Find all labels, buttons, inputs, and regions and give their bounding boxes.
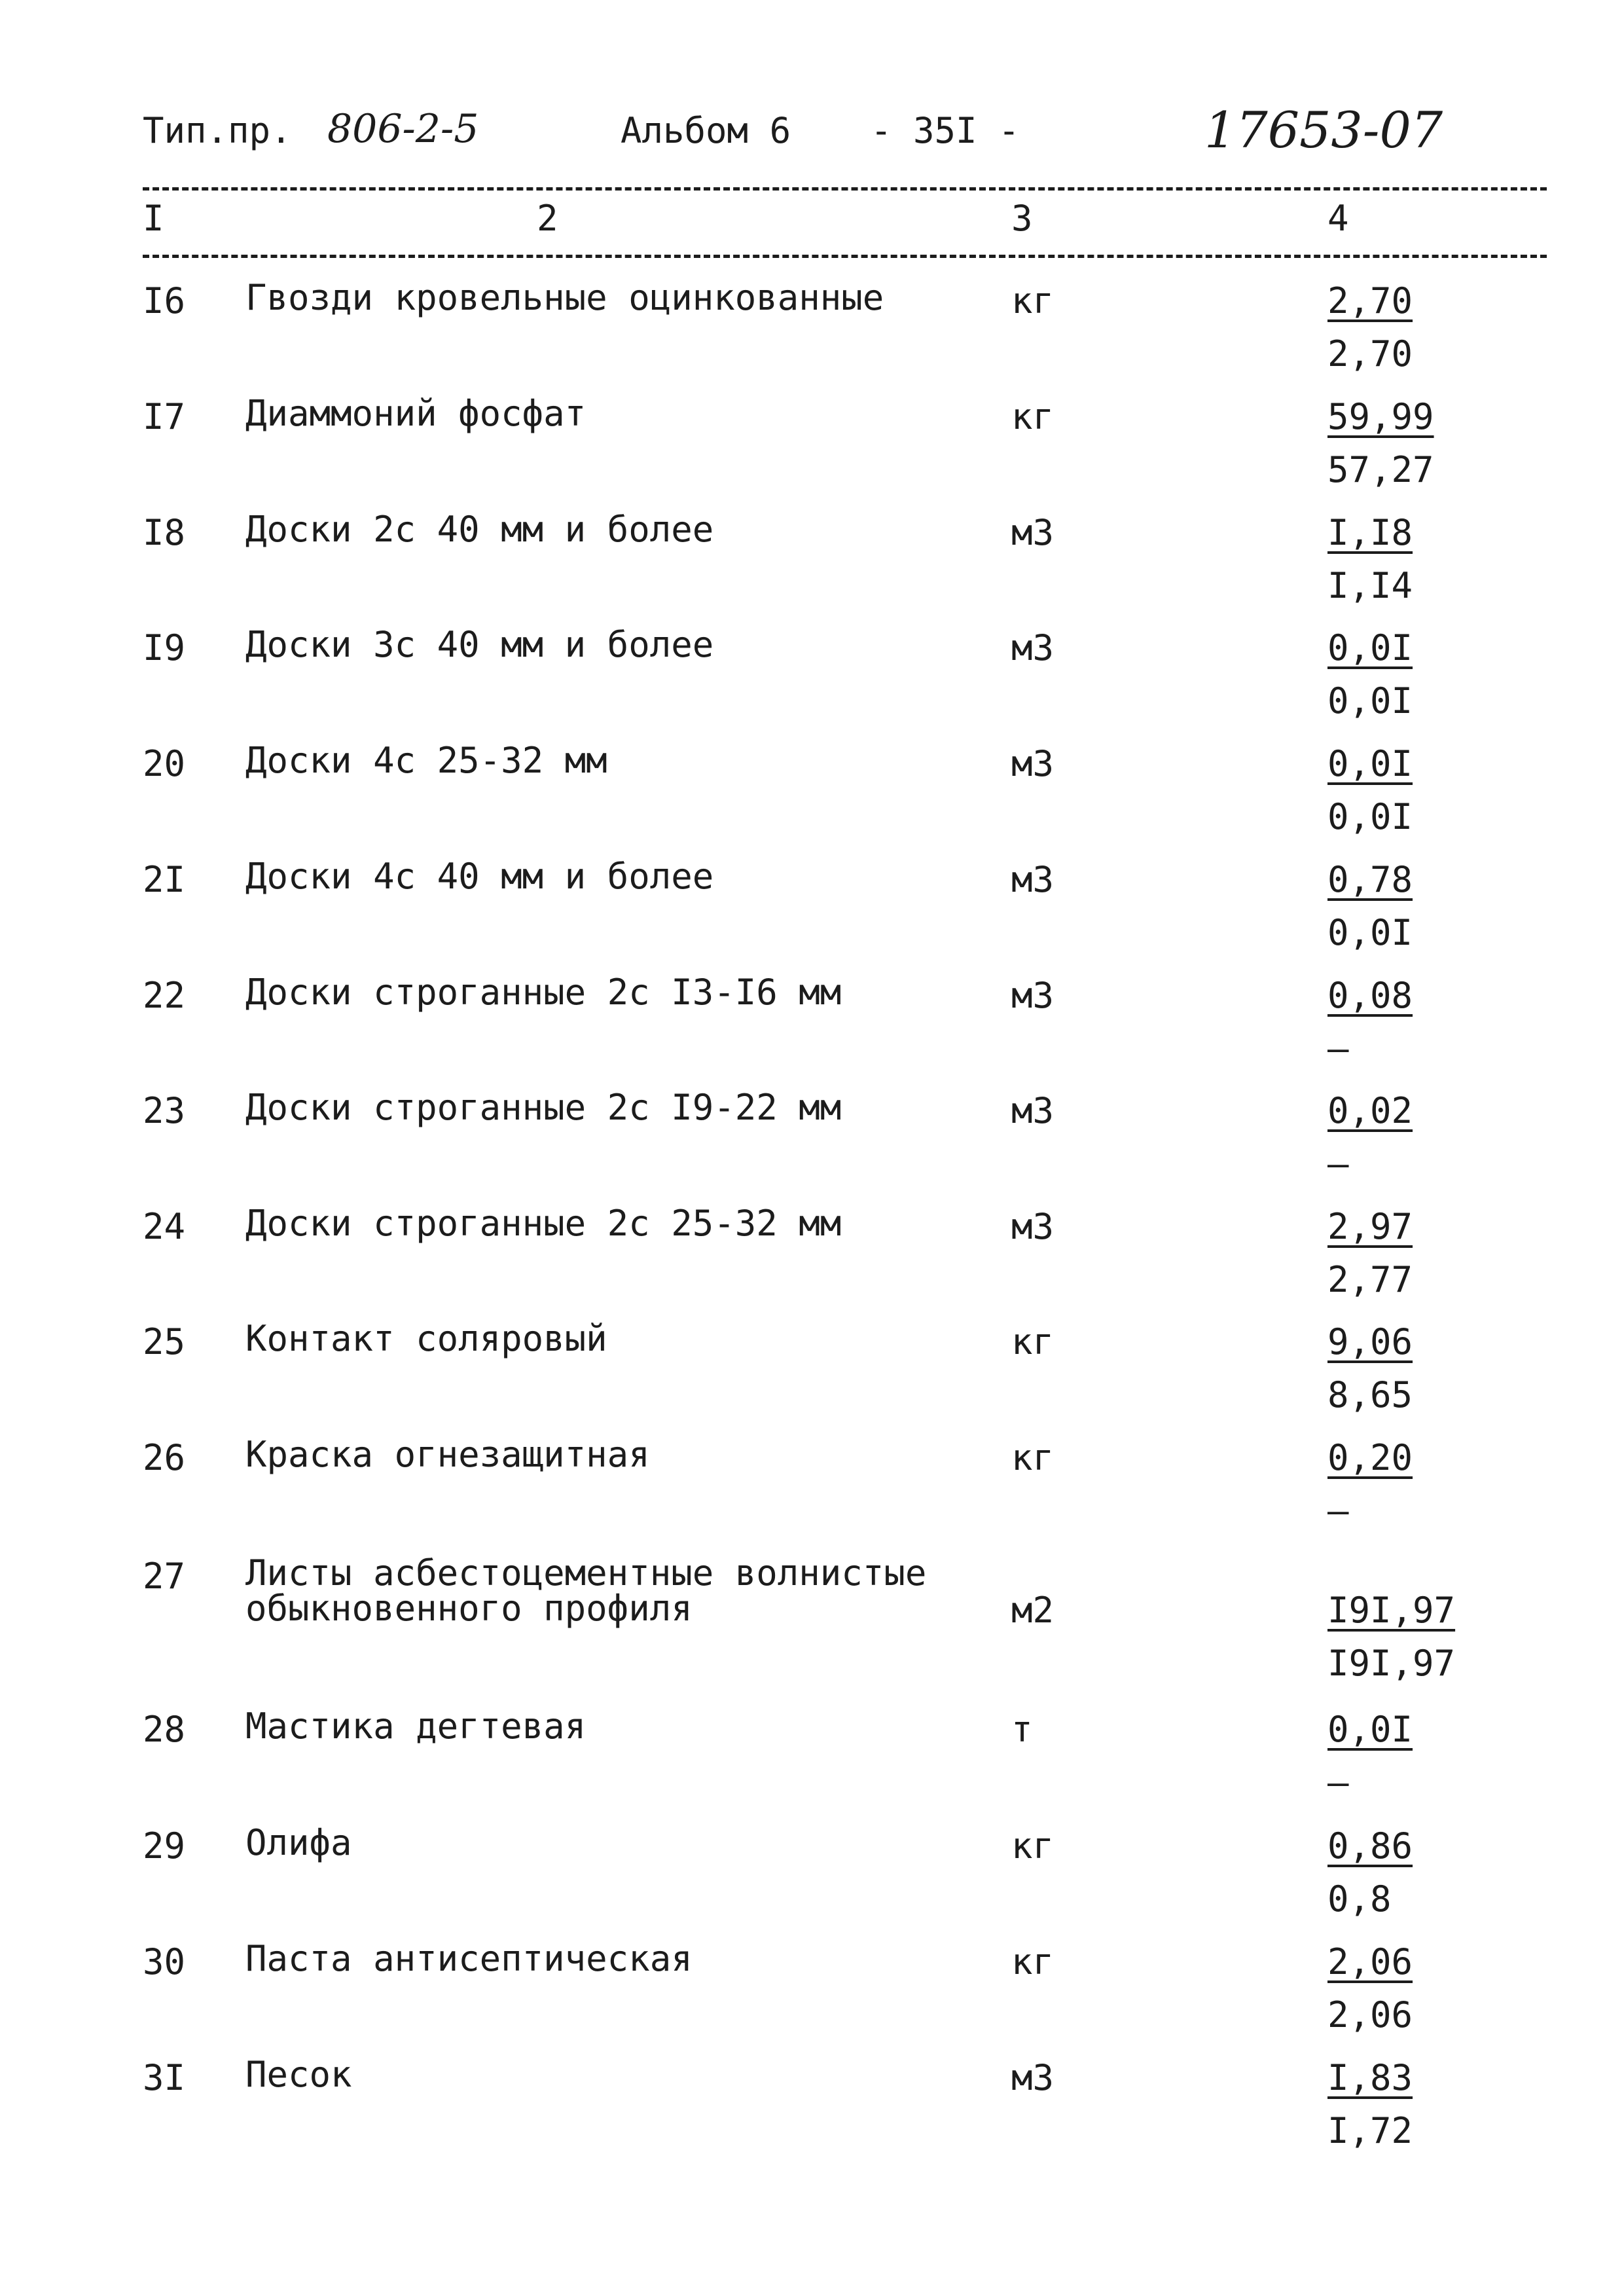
quantity-bottom: I,72	[1327, 2110, 1413, 2151]
material-name: Листы асбестоцементные волнистые обыкновенного профиля	[245, 1552, 927, 1629]
quantity-bottom: I,I4	[1327, 565, 1413, 606]
quantity-cell	[1327, 1437, 1485, 1531]
project-code: 806-2-5	[327, 106, 479, 152]
row-number: 3I	[143, 2057, 186, 2098]
quantity-bottom: 2,70	[1327, 333, 1413, 374]
table-row	[0, 1822, 1624, 1937]
quantity-cell	[1327, 396, 1485, 490]
row-number: 23	[143, 1090, 186, 1131]
quantity-top: I,83	[1327, 2057, 1413, 2098]
material-name: Краска огнезащитная	[245, 1434, 650, 1475]
page-number: - 35I -	[871, 110, 1020, 151]
quantity-bottom: 0,0I	[1327, 796, 1413, 837]
unit-of-measure: т	[1011, 1709, 1033, 1750]
quantity-cell	[1327, 512, 1485, 606]
unit-of-measure: м3	[1011, 2057, 1055, 2098]
material-name: Доски 4с 25-32 мм	[245, 740, 607, 781]
quantity-top: I,I8	[1327, 512, 1413, 553]
material-name: Мастика дегтевая	[245, 1706, 586, 1747]
row-number: 28	[143, 1709, 186, 1750]
quantity-bottom: –	[1327, 1762, 1349, 1803]
quantity-bottom: 57,27	[1327, 449, 1434, 490]
quantity-top: 0,0I	[1327, 743, 1413, 784]
table-row	[0, 1706, 1624, 1820]
quantity-bottom: –	[1327, 1143, 1349, 1184]
quantity-top: 0,20	[1327, 1437, 1413, 1478]
row-number: I6	[143, 280, 186, 321]
table-row	[0, 1434, 1624, 1548]
table-row	[0, 1087, 1624, 1201]
quantity-top: 0,78	[1327, 859, 1413, 900]
column-header-2: 2	[537, 198, 558, 239]
material-name: Доски 2с 40 мм и более	[245, 509, 714, 550]
column-header-3: 3	[1011, 198, 1033, 239]
quantity-top: 0,02	[1327, 1090, 1413, 1131]
unit-of-measure: кг	[1011, 396, 1055, 437]
quantity-top: 0,08	[1327, 975, 1413, 1016]
unit-of-measure: м3	[1011, 512, 1055, 553]
quantity-top: 2,06	[1327, 1941, 1413, 1982]
quantity-bottom: I9I,97	[1327, 1643, 1456, 1684]
table-row	[0, 624, 1624, 739]
row-number: 20	[143, 743, 186, 784]
row-number: I8	[143, 512, 186, 553]
row-number: 2I	[143, 859, 186, 900]
quantity-cell	[1327, 1206, 1485, 1300]
quantity-cell	[1327, 1941, 1485, 2035]
material-name: Гвозди кровельные оцинкованные	[245, 277, 884, 318]
table-row	[0, 2054, 1624, 2168]
table-row	[0, 1552, 1624, 1684]
material-name: Паста антисептическая	[245, 1938, 693, 1979]
quantity-bottom: 2,06	[1327, 1994, 1413, 2035]
row-number: 24	[143, 1206, 186, 1247]
material-name: Доски строганные 2с 25-32 мм	[245, 1203, 842, 1244]
material-name: Доски строганные 2с I3-I6 мм	[245, 972, 842, 1013]
material-name: Доски 4с 40 мм и более	[245, 856, 714, 897]
table-row	[0, 972, 1624, 1086]
quantity-bottom: –	[1327, 1490, 1349, 1531]
quantity-top: 9,06	[1327, 1321, 1413, 1362]
unit-of-measure: кг	[1011, 280, 1055, 321]
table-row	[0, 509, 1624, 623]
unit-of-measure: м3	[1011, 1090, 1055, 1131]
table-row	[0, 1318, 1624, 1432]
quantity-cell	[1327, 280, 1485, 374]
quantity-cell	[1327, 1590, 1485, 1684]
table-row	[0, 856, 1624, 970]
table-row	[0, 277, 1624, 392]
quantity-cell	[1327, 1825, 1485, 1920]
row-number: I7	[143, 396, 186, 437]
table-row	[0, 1203, 1624, 1317]
table-row	[0, 1938, 1624, 2053]
quantity-top: 2,97	[1327, 1206, 1413, 1247]
unit-of-measure: м3	[1011, 743, 1055, 784]
document-number: 17653-07	[1204, 101, 1443, 159]
unit-of-measure: кг	[1011, 1437, 1055, 1478]
column-header-1: I	[143, 198, 164, 239]
unit-of-measure: кг	[1011, 1825, 1055, 1867]
row-number: 22	[143, 975, 186, 1016]
unit-of-measure: м3	[1011, 627, 1055, 668]
quantity-top: 59,99	[1327, 396, 1434, 437]
unit-of-measure: кг	[1011, 1941, 1055, 1982]
material-name: Олифа	[245, 1822, 352, 1863]
material-name: Доски строганные 2с I9-22 мм	[245, 1087, 842, 1128]
quantity-top: 2,70	[1327, 280, 1413, 321]
quantity-cell	[1327, 2057, 1485, 2151]
quantity-cell	[1327, 743, 1485, 837]
table-row	[0, 740, 1624, 854]
quantity-top: 0,0I	[1327, 1709, 1413, 1750]
unit-of-measure: м3	[1011, 1206, 1055, 1247]
quantity-bottom: 0,0I	[1327, 680, 1413, 721]
row-number: 27	[143, 1556, 186, 1597]
row-number: 29	[143, 1825, 186, 1867]
quantity-cell	[1327, 859, 1485, 953]
unit-of-measure: м2	[1011, 1590, 1055, 1631]
row-number: 26	[143, 1437, 186, 1478]
quantity-top: 0,0I	[1327, 627, 1413, 668]
quantity-cell	[1327, 975, 1485, 1069]
quantity-cell	[1327, 627, 1485, 721]
quantity-cell	[1327, 1321, 1485, 1415]
project-type-label: Тип.пр.	[143, 110, 292, 151]
quantity-bottom: 2,77	[1327, 1259, 1413, 1300]
material-name: Контакт соляровый	[245, 1318, 607, 1359]
quantity-bottom: –	[1327, 1028, 1349, 1069]
row-number: I9	[143, 627, 186, 668]
quantity-bottom: 8,65	[1327, 1374, 1413, 1415]
quantity-top: 0,86	[1327, 1825, 1413, 1867]
material-name: Диаммоний фосфат	[245, 393, 586, 434]
unit-of-measure: м3	[1011, 859, 1055, 900]
quantity-top: I9I,97	[1327, 1590, 1456, 1631]
unit-of-measure: кг	[1011, 1321, 1055, 1362]
quantity-cell	[1327, 1709, 1485, 1803]
material-name: Песок	[245, 2054, 352, 2095]
row-number: 25	[143, 1321, 186, 1362]
column-header-4: 4	[1327, 198, 1349, 239]
quantity-bottom: 0,0I	[1327, 912, 1413, 953]
material-name: Доски 3с 40 мм и более	[245, 624, 714, 665]
table-row	[0, 393, 1624, 507]
album-label: Альбом 6	[621, 110, 791, 151]
quantity-bottom: 0,8	[1327, 1878, 1392, 1920]
row-number: 30	[143, 1941, 186, 1982]
quantity-cell	[1327, 1090, 1485, 1184]
unit-of-measure: м3	[1011, 975, 1055, 1016]
